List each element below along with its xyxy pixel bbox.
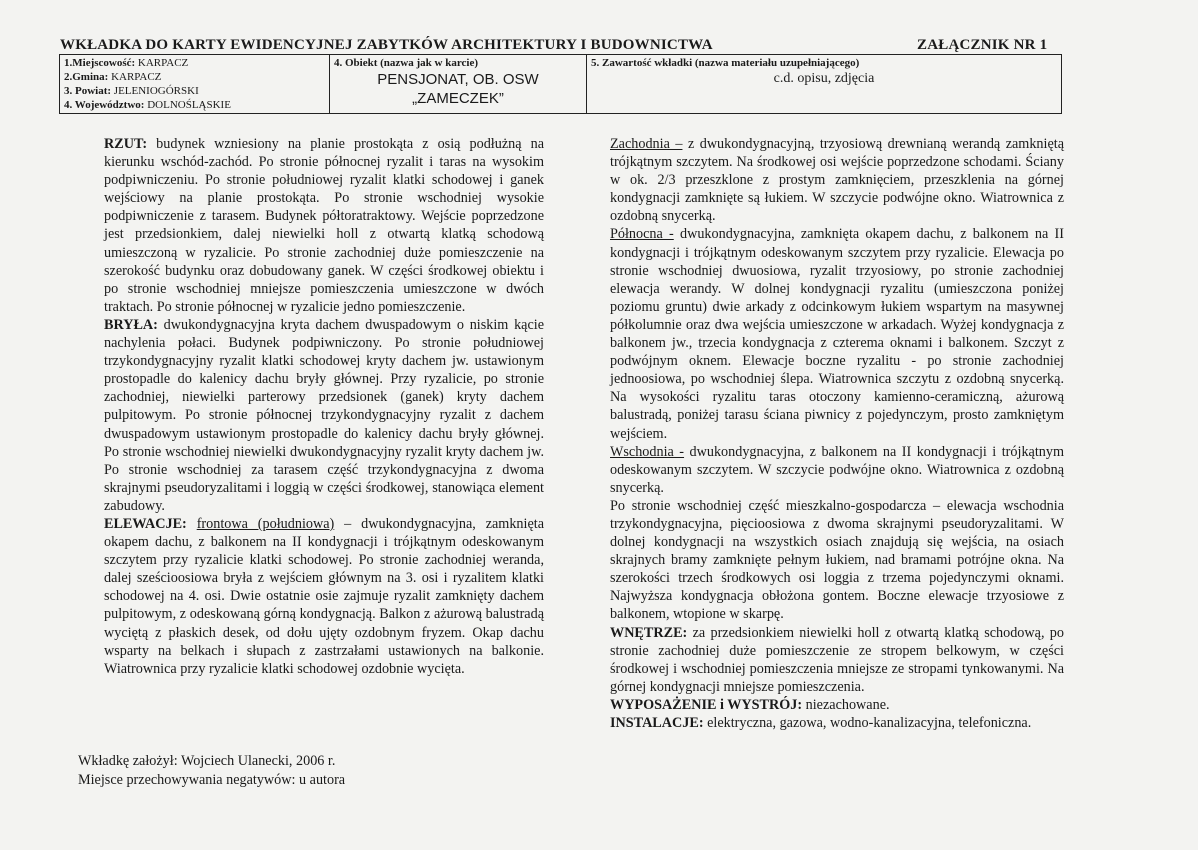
wyposazenie-label: WYPOSAŻENIE i WYSTRÓJ:: [610, 696, 803, 713]
storage-line: Miejsce przechowywania negatywów: u autora: [78, 772, 346, 788]
county-row: [64, 84, 325, 98]
wnetrze-text: za przedsionkiem niewielki holl z otwartą klatką schodową, po stronie zachodniej duże pomieszczenie ze stropem belkowym, w części środkowej i wschodniej pomieszczenia mniejsze ze stropami tynkowanymi. Na górnej kondygnacji mniejsze pomieszczenia.: [610, 624, 1064, 695]
author-line: Wkładkę założył: Wojciech Ulanecki, 2006 r.: [78, 753, 336, 769]
zachodnia-text: z dwukondygnacyjną, trzyosiową drewnianą werandą zamkniętą trójkątnym szczytem. Na środkowej osi wejście poprzedzone schodami. Ściany w ok. 2/3 przeszklone z prostym zamknięciem, przeszklenia na górnej kondygnacji zamknięte są łukiem. W szczycie podwójne okno. Wiatrownica z ozdobną snycerką.: [610, 136, 1064, 225]
content-cell: [587, 55, 1062, 114]
left-column: [104, 135, 544, 678]
annex-label: ZAŁĄCZNIK NR 1: [917, 37, 1048, 53]
zachodnia-label: Zachodnia –: [610, 136, 683, 152]
content-value: c.d. opisu, zdjęcia: [773, 71, 875, 86]
place-label: 1.Miejscowość:: [64, 57, 136, 69]
bryla-label: BRYŁA:: [104, 316, 158, 333]
wyposazenie-paragraph: [610, 696, 1064, 714]
wschodnia-extra-paragraph: Po stronie wschodniej część mieszkalno-gospodarcza – elewacja wschodnia trzykondygnacyjna, pięcioosiowa z dwoma skrajnymi pseudoryzalitami. W dolnej kondygnacji na wszystkich osiach znajdują się wejścia, na osiach skrajnych bramy zamknięte pełnym łukiem, nad bramami potrójne okna. Na szerokości trzech środkowych osi loggia z trzema pojedynczymi oknami. Najwyższa kondygnacja obłożona gontem. Boczne elewacje trzyosiowe z balkonem, wtopione w skarpę.: [610, 497, 1064, 623]
frontowa-text: – dwukondygnacyjna, zamknięta okapem dachu, z balkonem na II kondygnacji i trójkątnym odeskowanym szczytem przy ryzalicie klatki schodowej. Po stronie zachodniej weranda, dalej sześcioosiowa bryła z wejściem głównym na 3. osi i ryzalitem klatki schodowej na 4. osi. Dwie ostatnie osie zajmuje ryzalit zamknięty dachem pulpitowym, z odeskowaną górną kondygnacją. Balkon z ażurową balustradą wyciętą z płaskich desek, od dołu ujęty ozdobnym fryzem. Okap dachu wsparty na belkach i słupach z zastrzałami ustawionych na balkonie. Wiatrownica przy ryzalicie klatki schodowej ozdobnie wycięta.: [104, 515, 545, 677]
commune-label: 2.Gmina:: [64, 71, 109, 83]
object-name-line1: PENSJONAT, OB. OSW: [377, 71, 539, 88]
wyposazenie-text: niezachowane.: [802, 696, 890, 713]
document-title: [60, 37, 1060, 54]
object-label: 4. Obiekt (nazwa jak w karcie): [334, 57, 479, 69]
instalacje-text: elektryczna, gazowa, wodno-kanalizacyjna, telefoniczna.: [703, 715, 1032, 731]
wschodnia-text: dwukondygnacyjna, z balkonem na II kondygnacji i trójkątnym odeskowanym szczytem. W szczycie podwójne okno. Wiatrownica z ozdobną snycerką.: [610, 443, 1064, 496]
rzut-text: budynek wzniesiony na planie prostokąta z osią podłużną na kierunku wschód-zachód. Po stronie północnej ryzalit i taras na wysokim podpiwniczeniu. Po stronie południowej ryzalit klatki schodowej i ganek wejściowy na planie prostokąta. Po stronie wschodniej wysokie podpiwniczenie z tarasem. Budynek półtoratraktowy. Wejście poprzedzone jest przedsionkiem, dalej niewielki holl z otwartą klatką schodową umieszczoną w ryzalicie. Po stronie zachodniej duże pomieszczenie na szerokość budynku oraz dobudowany ganek. W części środkowej obiektu i po stronie wschodniej mniejsze pomieszczenia umieszczone w dwóch traktach. Po stronie północnej w ryzalicie jedno pomieszczenie.: [104, 136, 544, 315]
right-column: [610, 135, 1064, 732]
wnetrze-paragraph: [610, 624, 1064, 696]
wschodnia-paragraph: [610, 443, 1064, 497]
county-label: 3. Powiat:: [64, 85, 112, 97]
wschodnia-label: Wschodnia -: [610, 443, 685, 460]
polnocna-paragraph: [610, 225, 1064, 442]
instalacje-paragraph: [610, 714, 1064, 732]
commune-row: [64, 70, 325, 84]
polnocna-label: Północna -: [610, 226, 674, 243]
commune-value: KARPACZ: [111, 71, 162, 83]
wnetrze-label: WNĘTRZE:: [610, 624, 688, 641]
bryla-paragraph: [104, 316, 544, 515]
location-cell: [60, 55, 330, 114]
header-table: [59, 54, 1062, 114]
voivodeship-row: [64, 98, 325, 112]
title-text: WKŁADKA DO KARTY EWIDENCYJNEJ ZABYTKÓW ARCHITEKTURY I BUDOWNICTWA: [60, 37, 713, 53]
place-value: KARPACZ: [137, 57, 189, 69]
frontowa-label: frontowa (południowa): [196, 515, 335, 532]
content-label: 5. Zawartość wkładki (nazwa materiału uzupełniającego): [591, 57, 860, 69]
polnocna-text: dwukondygnacyjna, zamknięta okapem dachu, z balkonem na II kondygnacji i trójkątnym odeskowanym szczytem przy ryzalicie. Elewacja po stronie wschodniej dwuosiowa, ryzalit trzyosiowy, po stronie zachodniej elewacja werandy. W dolnej kondygnacji ryzalitu (umieszczona poniżej poziomu gruntu) dwie arkady z odcinkowym łukiem wspartym na masywnej półkolumnie oraz dwa wejścia umieszczone w arkadach. Wyżej kondygnacja z balkonem jw., trzecia kondygnacja z czterema oknami i balkonem. Szczyt z podwójnym oknem. Elewacje boczne ryzalitu - po stronie zachodniej jednoosiowa, po wschodniej ślepa. Wiatrownica szczytu z ozdobną snycerką. Na wysokości ryzalitu taras otoczony kamienno-ceramiczną, ażurową balustradą, poniżej tarasu ściana piwnicy z pojedynczym, prosto zamkniętym wejściem.: [610, 226, 1064, 442]
elewacje-label: ELEWACJE:: [104, 515, 187, 532]
rzut-paragraph: [104, 135, 544, 316]
voivodeship-value: DOLNOŚLĄSKIE: [147, 99, 231, 111]
place-row: [64, 56, 325, 70]
county-value: JELENIOGÓRSKI: [113, 85, 199, 97]
zachodnia-paragraph: [610, 135, 1064, 225]
footer: [78, 752, 498, 790]
bryla-text: dwukondygnacyjna kryta dachem dwuspadowym o niskim kącie nachylenia połaci. Budynek podpiwniczony. Po stronie południowej trzykondygnacyjny ryzalit klatki schodowej kryty dachem jw. ustawionym prostopadle do kalenicy dachu bryły głównej. Przy ryzalicie, po stronie zachodniej, niewielki parterowy przedsionek (ganek) kryty dachem pulpitowym. Po stronie północnej trzykondygnacyjny ryzalit z dachem dwuspadowym ustawionym prostopadle do kalenicy dachu bryły głównej. Po stronie wschodniej niewielki dwukondygnacyjny ryzalit kryty dachem jw. Po stronie wschodniej za tarasem część trzykondygnacyjna z dwoma skrajnymi pseudoryzalitami i loggią w części środkowej, stanowiąca element zabudowy.: [104, 316, 544, 514]
object-name-line2: „ZAMECZEK”: [412, 90, 504, 107]
elewacje-paragraph: [104, 515, 544, 678]
rzut-label: RZUT:: [104, 136, 148, 152]
object-cell: [330, 55, 587, 114]
voivodeship-label: 4. Województwo:: [64, 99, 145, 111]
instalacje-label: INSTALACJE:: [610, 715, 704, 731]
